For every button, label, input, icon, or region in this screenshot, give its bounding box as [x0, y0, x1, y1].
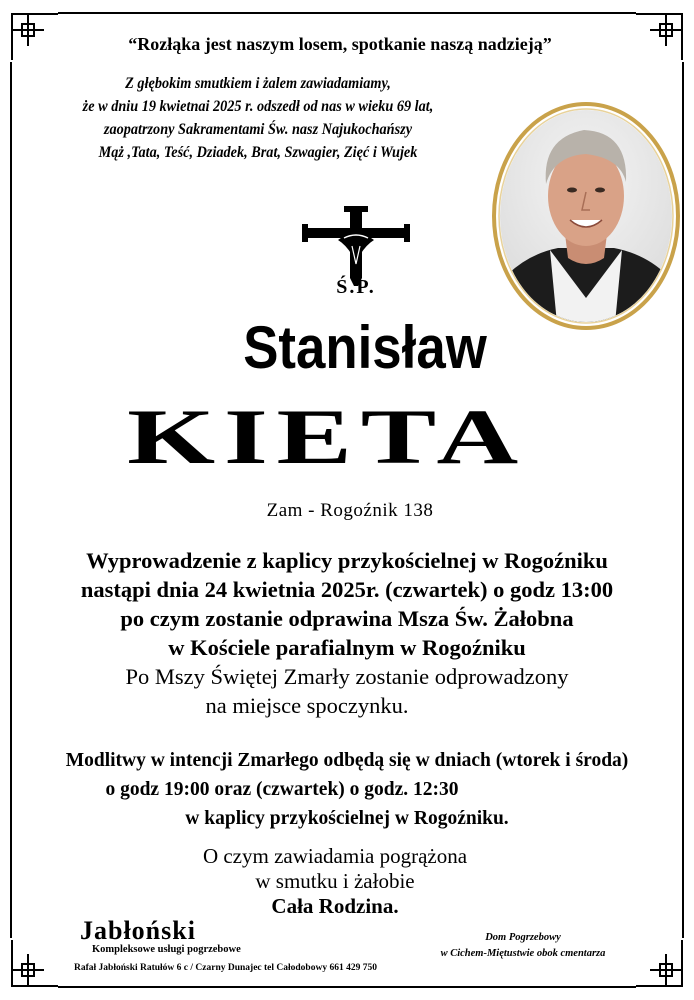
prayer-info — [20, 746, 674, 833]
intro-line: Z głębokim smutkiem i żalem zawiadamiamy, — [125, 75, 391, 92]
closing-family: Cała Rodzina. — [271, 894, 399, 918]
prayer-line: o godz 19:00 oraz (czwartek) o godz. 12:30 — [105, 779, 459, 800]
ceremony-line: po czym zostanie odprawina Msza Św. Żałobna — [120, 606, 574, 631]
deceased-last-name: KIETA — [127, 393, 527, 480]
ceremony-line: nastąpi dnia 24 kwietnia 2025r. (czwartek) o godz 13:00 — [80, 577, 614, 602]
intro-line: Mąż ,Tata, Teść, Dziadek, Brat, Szwagier, Zięć i Wujek — [98, 144, 418, 161]
ceremony-info — [20, 546, 674, 720]
closing-line: w smutku i żałobie — [255, 869, 415, 893]
corner-ornament-bottom-left — [8, 930, 68, 990]
deceased-first-name: Stanisław — [243, 314, 487, 381]
funeral-home-name: Jabłoński — [80, 916, 196, 945]
dom-line: w Cichem-Miętustwie obok cmentarza — [440, 948, 606, 959]
closing-text — [170, 844, 500, 919]
intro-line: zaopatrzony Sakramentami Św. nasz Najukochańszy — [103, 121, 413, 138]
intro-line: że w dniu 19 kwietnai 2025 r. odszedł od nas w wieku 69 lat, — [82, 98, 434, 115]
border-bottom-line — [58, 986, 636, 988]
ceremony-line: Wyprowadzenie z kaplicy przykościelnej w Rogoźniku — [86, 548, 608, 573]
border-left-line — [10, 62, 12, 938]
ceremony-line: w Kościele parafialnym w Rogoźniku — [168, 635, 526, 660]
motto-quote: “Rozłąka jest naszym losem, spotkanie naszą nadzieją” — [128, 34, 552, 54]
prayer-line: Modlitwy w intencji Zmarłego odbędą się w dniach (wtorek i środa) — [65, 750, 629, 771]
deceased-address: Zam - Rogoźnik 138 — [266, 500, 434, 521]
sp-label: Ś.P. — [336, 276, 376, 298]
dom-line: Dom Pogrzebowy — [485, 932, 561, 943]
intro-text — [65, 72, 451, 164]
ceremony-line: na miejsce spoczynku. — [205, 693, 409, 718]
dom-pogrzebowy-info — [418, 930, 628, 962]
prayer-line: w kaplicy przykościelnej w Rogoźniku. — [185, 808, 509, 829]
ceremony-line: Po Mszy Świętej Zmarły zostanie odprowadzony — [125, 664, 569, 689]
funeral-home-address: Rafał Jabłoński Ratułów 6 c / Czarny Dunajec tel Całodobowy 661 429 750 — [74, 963, 377, 973]
funeral-home-subtitle: Kompleksowe usługi pogrzebowe — [92, 944, 241, 955]
portrait-photo — [488, 98, 684, 334]
border-top-line — [58, 12, 636, 14]
funeral-home-logo — [74, 918, 404, 974]
corner-ornament-bottom-right — [626, 930, 686, 990]
closing-line: O czym zawiadamia pogrążona — [202, 844, 468, 868]
